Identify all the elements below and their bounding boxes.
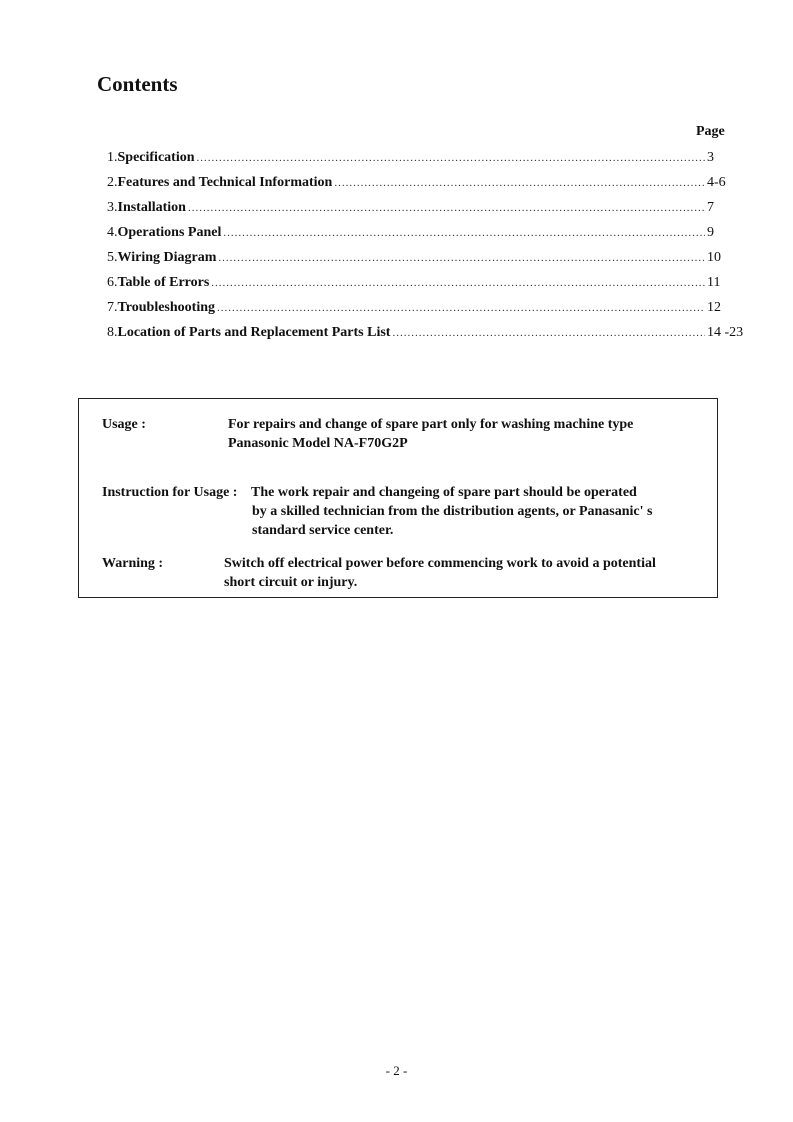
- toc-entry-number: 8.: [107, 325, 118, 340]
- toc-entry-label: Installation: [117, 200, 186, 215]
- toc-entry-page: 12: [707, 300, 721, 315]
- usage-text-line: For repairs and change of spare part only for washing machine type: [228, 417, 634, 432]
- document-title: Contents: [97, 72, 178, 96]
- toc-entry: [107, 275, 721, 300]
- toc-entry-number: 2.: [107, 175, 118, 190]
- toc-entry: [107, 325, 744, 350]
- toc-entry-label: Troubleshooting: [117, 300, 216, 315]
- toc-entry-number: 6.: [107, 275, 118, 290]
- toc-entry-page: 9: [707, 225, 714, 240]
- toc-entry: [107, 175, 726, 200]
- toc-entry-label: Features and Technical Information: [117, 175, 333, 190]
- dot-leader: [334, 177, 705, 189]
- page-column-header: Page: [696, 124, 725, 139]
- toc-entry-label: Wiring Diagram: [117, 250, 217, 265]
- toc-entry-page: 11: [707, 275, 721, 290]
- toc-entry-page: 14 -23: [707, 325, 744, 340]
- warning-text-line: Switch off electrical power before commencing work to avoid a potential: [224, 556, 656, 571]
- dot-leader: [218, 252, 705, 264]
- instruction-text-line: standard service center.: [252, 523, 394, 538]
- toc-entry-page: 4-6: [707, 175, 726, 190]
- instruction-text: [251, 483, 637, 502]
- usage-text-line: Panasonic Model NA-F70G2P: [228, 436, 408, 451]
- dot-leader: [217, 302, 705, 314]
- toc-entry-label: Operations Panel: [117, 225, 222, 240]
- toc-entry-number: 1.: [107, 150, 118, 165]
- toc-entry-number: 3.: [107, 200, 118, 215]
- toc-entry-label: Specification: [117, 150, 195, 165]
- toc-entry: [107, 300, 721, 325]
- toc-entry: [107, 150, 714, 175]
- toc-entry-page: 3: [707, 150, 714, 165]
- toc-entry-number: 7.: [107, 300, 118, 315]
- toc-entry-page: 7: [707, 200, 714, 215]
- toc-entry: [107, 200, 714, 225]
- warning-text: [224, 554, 656, 592]
- dot-leader: [392, 327, 705, 339]
- warning-label: Warning :: [102, 556, 164, 571]
- toc-entry-page: 10: [707, 250, 721, 265]
- instruction-text-line: by a skilled technician from the distribution agents, or Panasanic' s: [252, 504, 653, 519]
- dot-leader: [211, 277, 705, 289]
- usage-notice-box: [78, 398, 718, 598]
- toc-entry-number: 5.: [107, 250, 118, 265]
- toc-entry-label: Table of Errors: [117, 275, 210, 290]
- dot-leader: [188, 202, 705, 214]
- warning-text-line: short circuit or injury.: [224, 575, 358, 590]
- table-of-contents: [107, 150, 755, 350]
- toc-entry: [107, 250, 721, 275]
- instruction-text-line: The work repair and changeing of spare part should be operated: [251, 485, 637, 500]
- toc-entry-number: 4.: [107, 225, 118, 240]
- page-number: - 2 -: [385, 1063, 408, 1078]
- toc-entry-label: Location of Parts and Replacement Parts List: [117, 325, 391, 340]
- dot-leader: [223, 227, 705, 239]
- instruction-text-continued: [252, 502, 652, 540]
- usage-text: [228, 415, 633, 453]
- dot-leader: [197, 152, 706, 164]
- usage-label: Usage :: [102, 417, 146, 432]
- instruction-label: Instruction for Usage :: [102, 485, 238, 500]
- toc-entry: [107, 225, 714, 250]
